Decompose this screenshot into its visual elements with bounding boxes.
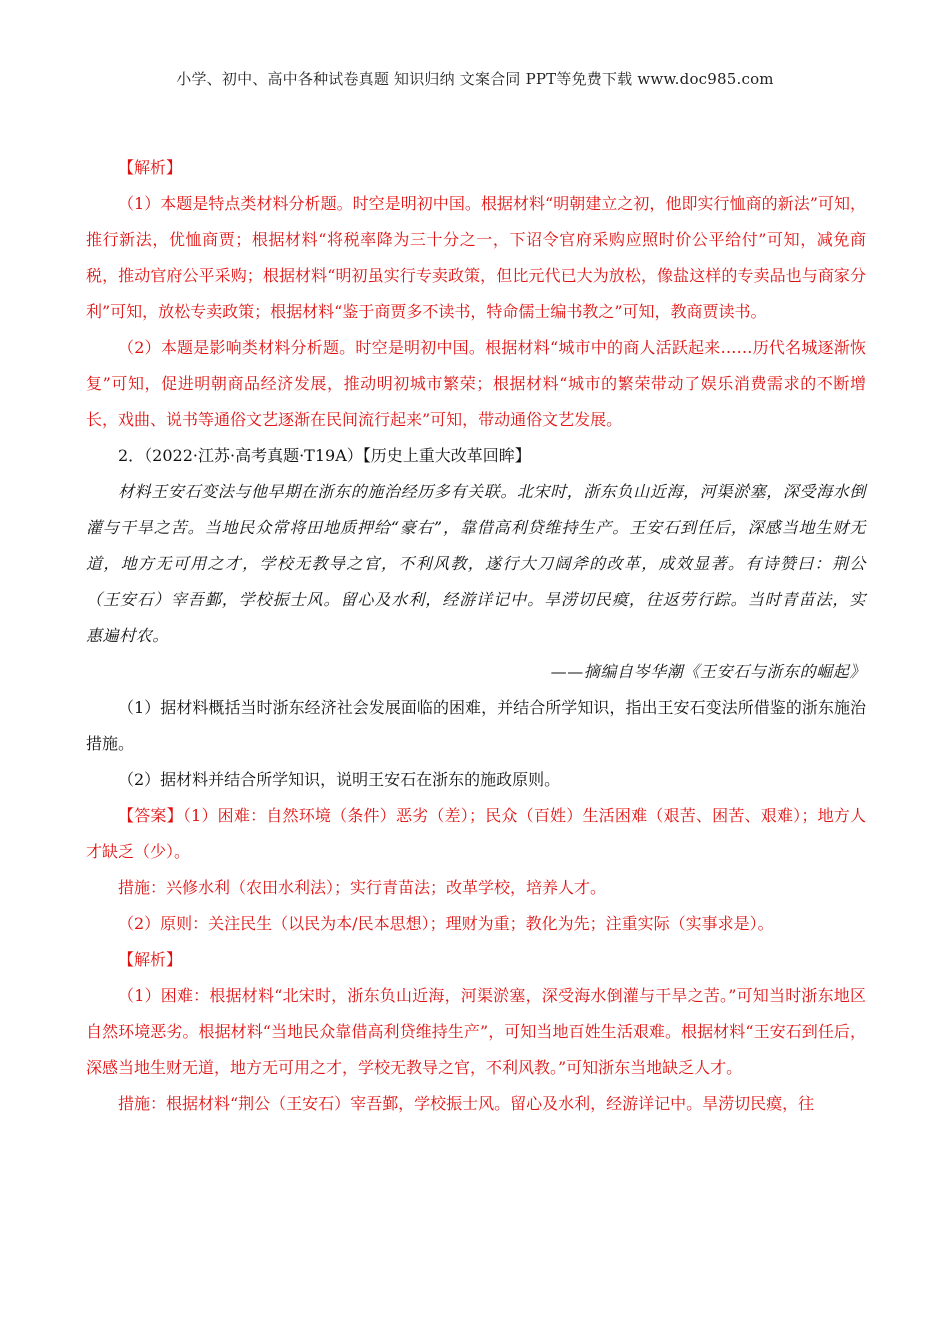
- analysis-tag-2: 【解析】: [118, 950, 183, 969]
- question-material: 材料王安石变法与他早期在浙东的施治经历多有关联。北宋时，浙东负山近海，河渠淤塞，深受海水倒灌与干旱之苦。当地民众常将田地质押给“豪右”，靠借高利贷维持生产。王安石到任后，深感当地生财无道，地方无可用之才，学校无教导之官，不利风教，遂行大刀阔斧的改革，成效显著。有诗赞曰：荆公（王安石）宰吾鄞，学校振士风。留心及水利，经游详记中。旱涝切民瘼，往返劳行踪。当时青苗法，实惠遍村农。: [86, 482, 866, 645]
- sub-question-1: （1）据材料概括当时浙东经济社会发展面临的困难，并结合所学知识，指出王安石变法所借鉴的浙东施治措施。: [86, 698, 866, 753]
- analysis-paragraph-1: （1）本题是特点类材料分析题。时空是明初中国。根据材料“明朝建立之初，他即实行恤商的新法”可知，推行新法，优恤商贾；根据材料“将税率降为三十分之一，下诏令官府采购应照时价公平给付”可知，减免商税，推动官府公平采购；根据材料“明初虽实行专卖政策，但比元代已大为放松，像盐这样的专卖品也与商家分利”可知，放松专卖政策；根据材料“鉴于商贾多不读书，特命儒士编书教之”可知，教商贾读书。: [86, 194, 866, 321]
- analysis2-paragraph-2: 措施：根据材料“荆公（王安石）宰吾鄞，学校振士风。留心及水利，经游详记中。旱涝切民瘼，往: [118, 1094, 815, 1113]
- document-body: [86, 150, 866, 1122]
- page-header: 小学、初中、高中各种试卷真题 知识归纳 文案合同 PPT等免费下载 www.doc985.com: [176, 70, 774, 88]
- answer-paragraph-2: （2）原则：关注民生（以民为本/民本思想）；理财为重；教化为先；注重实际（实事求是）。: [118, 914, 774, 933]
- answer-tag: 【答案】: [118, 806, 183, 825]
- analysis-paragraph-2: （2）本题是影响类材料分析题。时空是明初中国。根据材料“城市中的商人活跃起来……历代名城逐渐恢复”可知，促进明朝商品经济发展，推动明初城市繁荣；根据材料“城市的繁荣带动了娱乐消费需求的不断增长，戏曲、说书等通俗文艺逐渐在民间流行起来”可知，带动通俗文艺发展。: [86, 338, 866, 429]
- analysis2-paragraph-1: （1）困难：根据材料“北宋时，浙东负山近海，河渠淤塞，深受海水倒灌与干旱之苦。”可知当时浙东地区自然环境恶劣。根据材料“当地民众靠借高利贷维持生产”，可知当地百姓生活艰难。根据材料“王安石到任后，深感当地生财无道，地方无可用之才，学校无教导之官，不利风教。”可知浙东当地缺乏人才。: [86, 986, 866, 1077]
- analysis-tag: 【解析】: [118, 158, 183, 177]
- answer-text-1: （1）困难：自然环境（条件）恶劣（差）；民众（百姓）生活困难（艰苦、困苦、艰难）；地方人才缺乏（少）。: [86, 806, 866, 861]
- answer-measures: 措施：兴修水利（农田水利法）；实行青苗法；改革学校，培养人才。: [118, 878, 607, 897]
- question-title: 2．（2022·江苏·高考真题·T19A）【历史上重大改革回眸】: [118, 446, 531, 465]
- material-source: ——摘编自岑华潮《王安石与浙东的崛起》: [550, 662, 866, 681]
- sub-question-2: （2）据材料并结合所学知识，说明王安石在浙东的施政原则。: [118, 770, 561, 789]
- answer-paragraph-1: [86, 798, 866, 870]
